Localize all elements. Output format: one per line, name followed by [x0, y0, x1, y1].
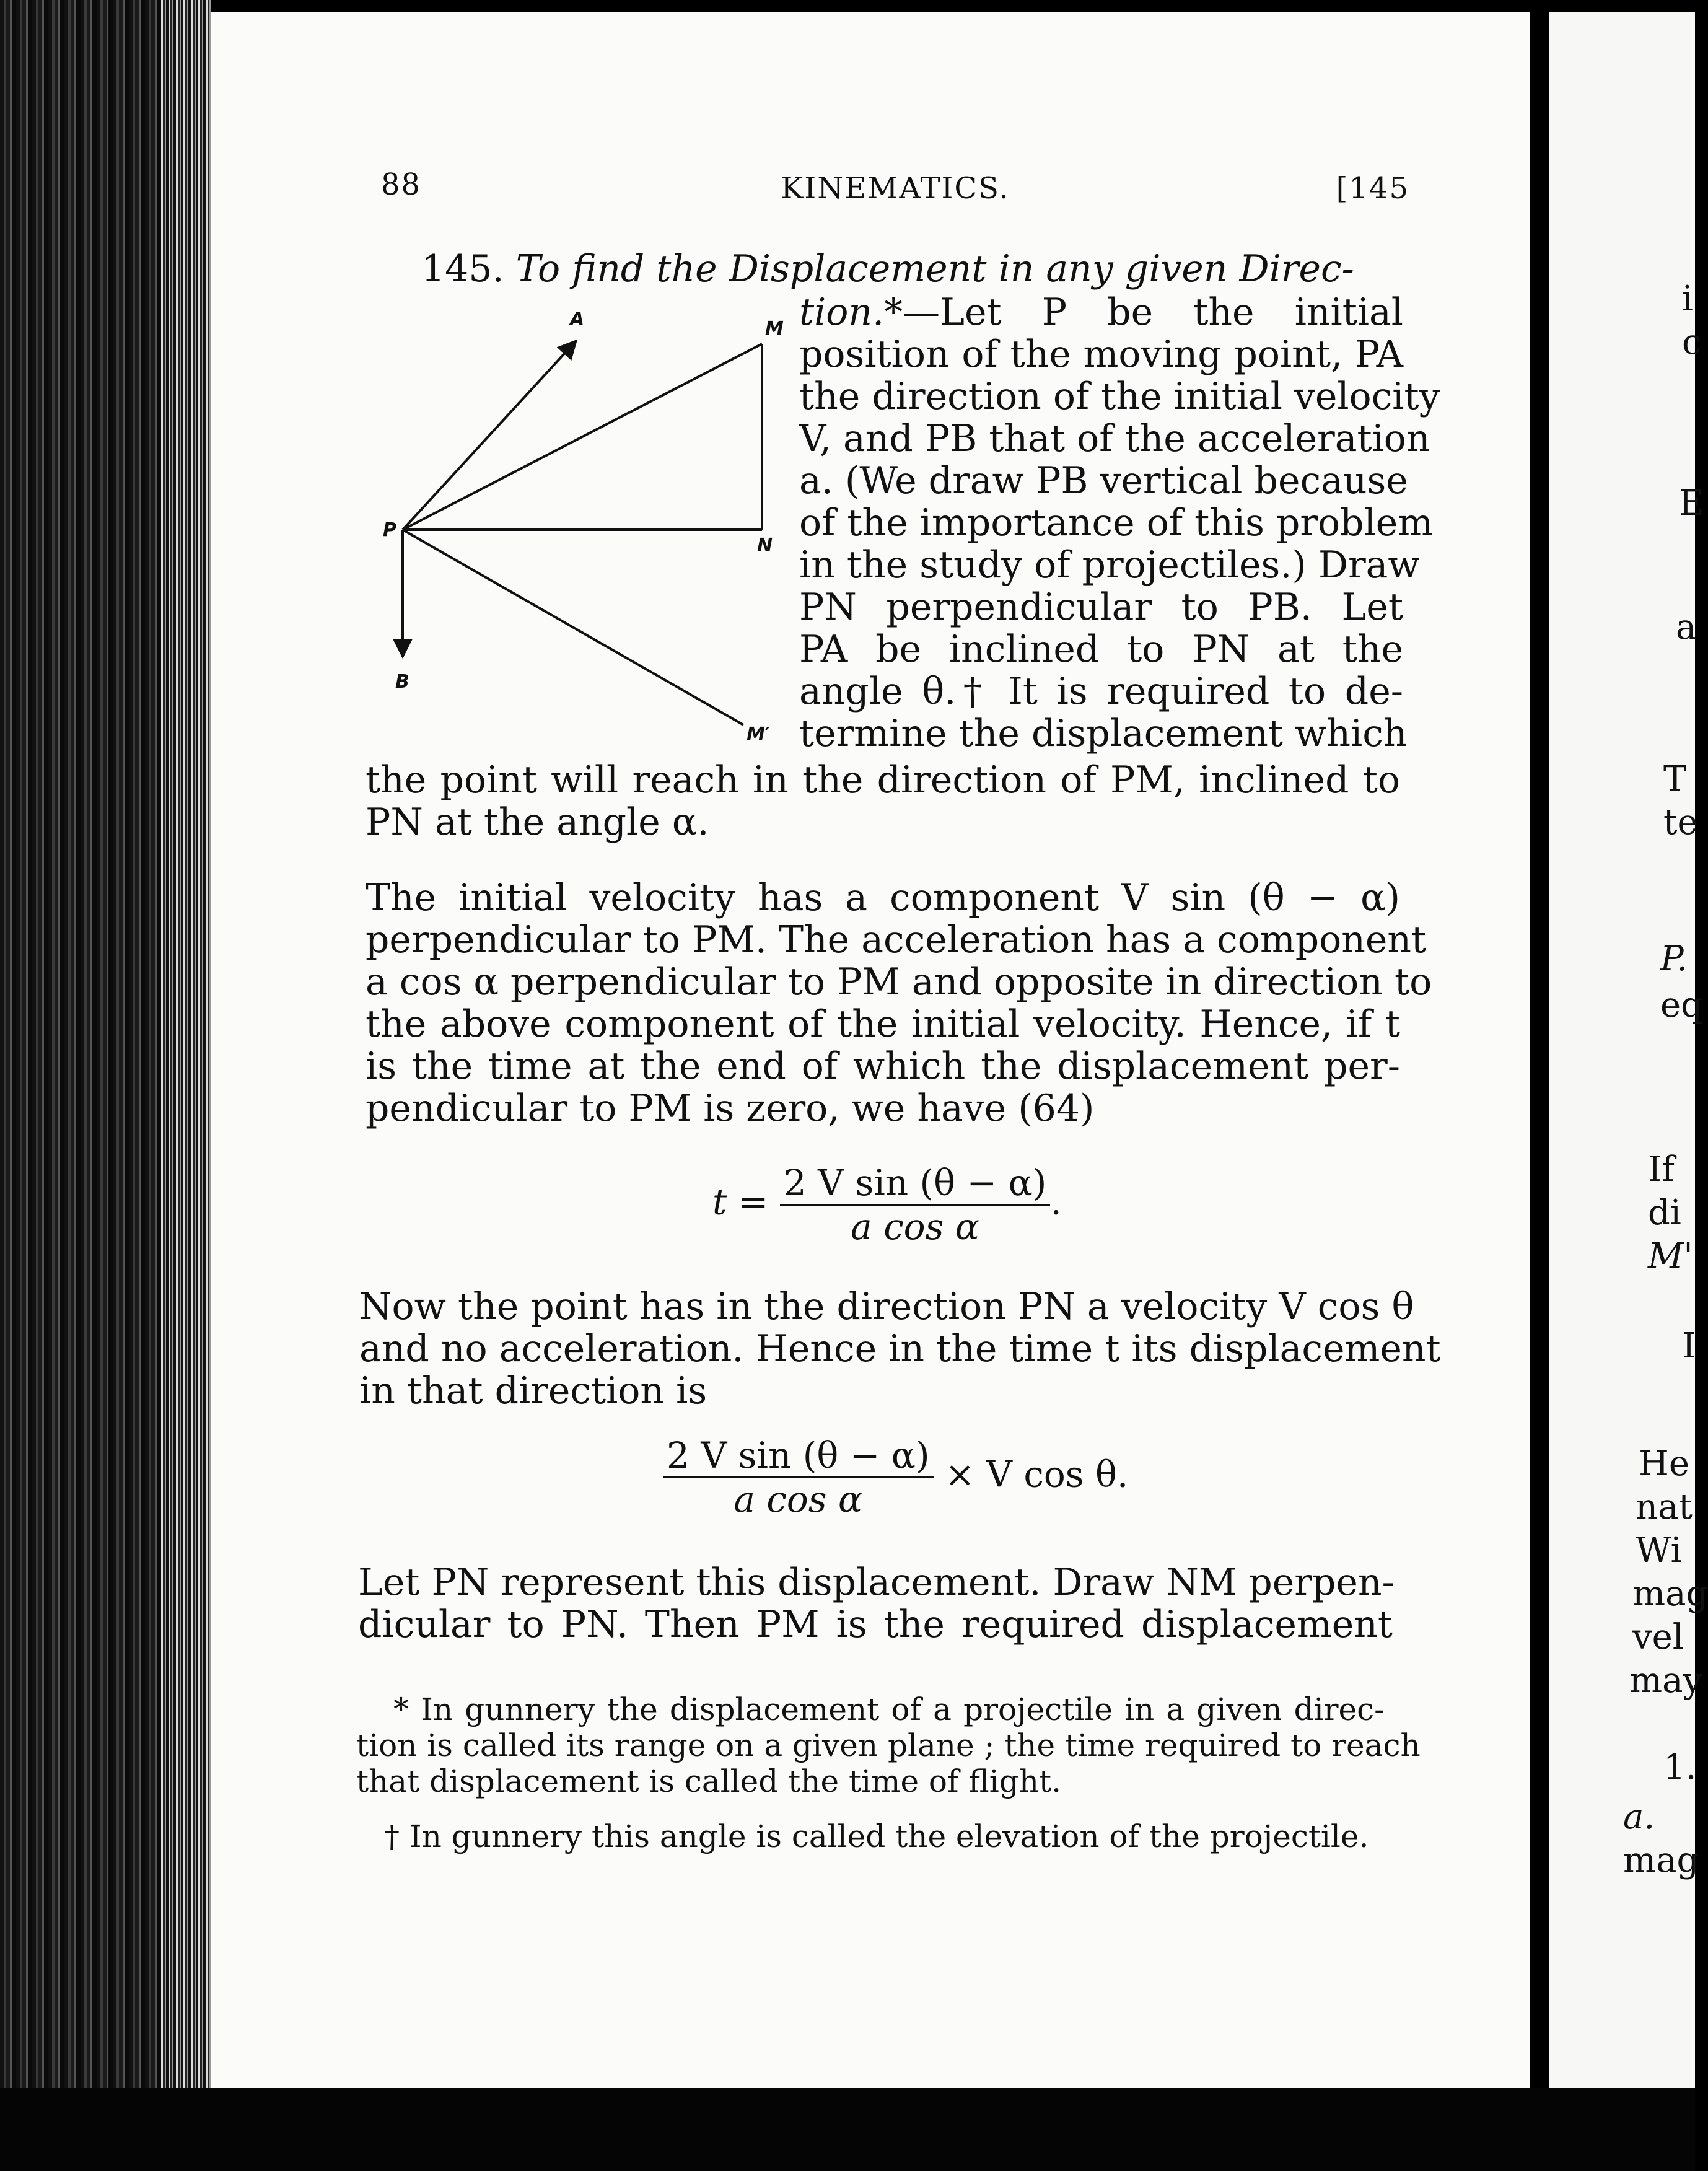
facing-page-fragment: [1549, 12, 1708, 2088]
line-PM: [403, 344, 762, 530]
eq-trail: × V cos θ.: [945, 1453, 1129, 1496]
text-line: V, and PB that of the acceleration: [799, 417, 1430, 460]
frag: eq: [1660, 985, 1703, 1025]
denominator: a cos α: [851, 1206, 979, 1248]
page-gutter: [1530, 0, 1549, 2171]
text-line: in the study of projectiles.) Draw: [799, 543, 1420, 587]
text-line: Let PN represent this displacement. Draw NM perpen-: [358, 1561, 1395, 1604]
section-title: To find the Displacement in any given Direc-: [515, 247, 1354, 291]
text-line: pendicular to PM is zero, we have (64): [366, 1087, 1095, 1130]
text-line: PN perpendicular to PB. Let: [799, 586, 1403, 629]
running-head: [381, 167, 1409, 211]
frag: i: [1682, 279, 1693, 319]
denominator: a cos α: [734, 1478, 863, 1520]
text-line: PN at the angle α.: [366, 800, 709, 844]
kinematics-diagram: [372, 297, 793, 768]
equation-displacement: [663, 1434, 1128, 1520]
text-line: the above component of the initial velocity. Hence, if t: [366, 1002, 1400, 1046]
section-number: 145.: [421, 247, 504, 291]
text-line: the point will reach in the direction of PM, inclined to: [366, 758, 1400, 802]
running-title: KINEMATICS.: [781, 171, 1010, 206]
label-A: A: [570, 309, 585, 330]
frag: I: [1682, 1326, 1696, 1366]
frag: He: [1639, 1444, 1689, 1484]
text-line: dicular to PN. Then PM is the required displacement: [358, 1603, 1393, 1646]
text-line: the direction of the initial velocity: [799, 375, 1440, 418]
label-P: P: [383, 519, 396, 541]
label-M: M: [765, 318, 784, 340]
page-number: 88: [381, 167, 422, 202]
text-line: The initial velocity has a component V sin (θ − α): [366, 876, 1400, 919]
eq-lhs: t =: [712, 1180, 769, 1223]
footnote-line: * In gunnery the displacement of a projectile in a given direc-: [393, 1691, 1385, 1727]
frag: E: [1679, 483, 1704, 524]
text-line: a. (We draw PB vertical because: [799, 459, 1408, 502]
text-line: of the importance of this problem: [799, 501, 1434, 545]
frag: a.: [1623, 1797, 1655, 1837]
frag: mag: [1623, 1840, 1699, 1880]
page-edges: [161, 0, 211, 2171]
frag: vel: [1632, 1617, 1684, 1657]
label-B: B: [395, 671, 409, 693]
text-line: PA be inclined to PN at the: [799, 628, 1403, 671]
section-title-cont: tion.*: [799, 291, 903, 334]
fraction: [663, 1434, 934, 1520]
frag: mag: [1632, 1574, 1708, 1614]
frag: P.: [1660, 939, 1688, 979]
text-line: a cos α perpendicular to PM and opposite in direction to: [366, 960, 1432, 1004]
fraction: [780, 1162, 1051, 1248]
footnote-line: tion is called its range on a given plane ; the time required to reach: [356, 1727, 1421, 1763]
scan-border: [0, 2088, 1695, 2171]
text-line: termine the displacement which: [799, 712, 1408, 755]
numerator: 2 V sin (θ − α): [663, 1434, 934, 1478]
frag: 1.: [1663, 1747, 1697, 1787]
frag: te: [1663, 802, 1698, 843]
text-line: position of the moving point, PA: [799, 333, 1403, 376]
frag: may: [1629, 1660, 1703, 1701]
label-N: N: [757, 535, 773, 556]
equation-time: [712, 1162, 1062, 1248]
section-heading: [421, 248, 1409, 290]
label-M-prime: M′: [747, 724, 770, 745]
footnote-line: † In gunnery this angle is called the elevation of the projectile.: [384, 1818, 1369, 1854]
frag: M': [1648, 1236, 1693, 1276]
numerator: 2 V sin (θ − α): [780, 1162, 1051, 1206]
text-line: angle θ.† It is required to de-: [799, 670, 1403, 713]
line-PMprime: [403, 530, 743, 725]
text-line: perpendicular to PM. The acceleration has a component: [366, 918, 1427, 962]
frag: c: [1682, 322, 1702, 362]
section-marker: [145: [1336, 171, 1409, 206]
text-line: and no acceleration. Hence in the time t its displacement: [359, 1327, 1441, 1371]
eq-trail: .: [1050, 1180, 1062, 1223]
frag: di: [1648, 1193, 1681, 1233]
text-line: is the time at the end of which the displacement per-: [366, 1045, 1400, 1088]
frag: a: [1676, 607, 1697, 647]
footnote-line: that displacement is called the time of flight.: [356, 1763, 1061, 1799]
text-line: Now the point has in the direction PN a velocity V cos θ: [359, 1285, 1414, 1328]
frag: T: [1663, 759, 1687, 799]
frag: If: [1648, 1149, 1675, 1190]
text-span: —Let P be the initial: [903, 291, 1403, 334]
frag: nat: [1636, 1487, 1693, 1527]
line-PA: [403, 341, 576, 530]
text-line: in that direction is: [359, 1369, 707, 1413]
frag: Wi: [1636, 1530, 1682, 1571]
text-line: [799, 291, 1403, 333]
